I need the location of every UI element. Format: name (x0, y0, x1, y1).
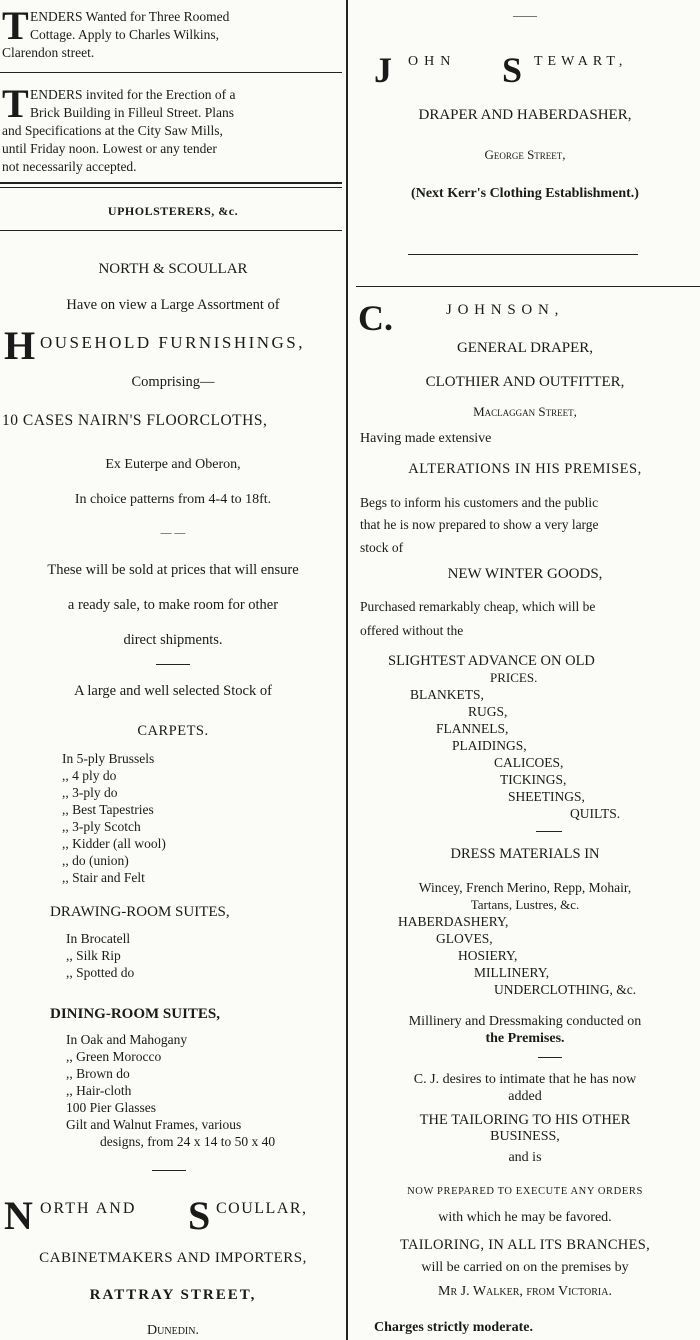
city-line: Dunedin. (147, 1323, 199, 1338)
trade-line: CLOTHIER AND OUTFITTER, (425, 374, 625, 390)
list-item: GLOVES, (436, 931, 493, 946)
ad-text: C. J. desires to intimate that he has now (413, 1072, 637, 1087)
list-item: 100 Pier Glasses (66, 1100, 156, 1115)
list-item: UNDERCLOTHING, &c. (494, 982, 637, 997)
cabinetmakers-line: CABINETMAKERS AND IMPORTERS, (39, 1250, 307, 1266)
ad-text: that he is now prepared to show a very large (360, 517, 599, 532)
ad-text: Having made extensive (360, 431, 492, 446)
slightest-advance: PRICES. (490, 670, 538, 685)
list-item: FLANNELS, (436, 721, 509, 736)
ad-text: and Specifications at the City Saw Mills, (2, 123, 223, 138)
tailoring-line: BUSINESS, (490, 1129, 560, 1144)
footer-firm-part: ORTH AND (40, 1200, 137, 1217)
carpets-heading: CARPETS. (137, 723, 209, 739)
branches-line: TAILORING, IN ALL ITS BRANCHES, (399, 1237, 651, 1253)
ad-text: added (508, 1089, 542, 1104)
footer-firm-part: COULLAR, (216, 1200, 308, 1217)
address-line: Maclaggan Street, (473, 404, 577, 419)
ad-text: invited for the Erection of a (85, 87, 236, 102)
divider (0, 230, 342, 231)
list-item: ,, Hair-cloth (66, 1083, 132, 1098)
ad-text: and is (508, 1150, 542, 1165)
street-line: RATTRAY STREET, (89, 1287, 257, 1303)
short-rule (538, 1057, 562, 1058)
ad-text: direct shipments. (123, 632, 223, 648)
short-rule (536, 831, 562, 832)
ad-text: In choice patterns from 4-4 to 18ft. (74, 492, 272, 507)
list-item: MILLINERY, (474, 965, 550, 980)
ad-text: a ready sale, to make room for other (67, 597, 279, 613)
ad-text: A large and well selected Stock of (74, 683, 272, 699)
list-item: CALICOES, (494, 755, 564, 770)
household-heading: OUSEHOLD FURNISHINGS, (40, 333, 306, 352)
drop-cap: N (4, 1193, 33, 1238)
dining-room-heading: DINING-ROOM SUITES, (50, 1006, 221, 1022)
ad-text: stock of (360, 540, 404, 555)
list-item: BLANKETS, (410, 687, 484, 702)
dress-materials-heading: DRESS MATERIALS IN (450, 846, 600, 862)
drop-cap: S (188, 1193, 211, 1238)
trade-line: DRAPER AND HABERDASHER, (418, 107, 632, 123)
list-item: In 5-ply Brussels (62, 751, 155, 766)
divider (408, 254, 638, 255)
orders-line: NOW PREPARED TO EXECUTE ANY ORDERS (407, 1186, 643, 1197)
slightest-advance: SLIGHTEST ADVANCE ON OLD (388, 653, 595, 669)
ad-text: Ex Euterpe and Oberon, (105, 457, 241, 472)
list-item: ,, Best Tapestries (62, 802, 154, 817)
ad-text: Wincey, French Merino, Repp, Mohair, (418, 880, 632, 895)
ad-text: Tartans, Lustres, &c. (470, 897, 580, 912)
ad-text: Begs to inform his customers and the public (360, 495, 599, 510)
list-item: designs, from 24 x 14 to 50 x 40 (100, 1134, 276, 1149)
list-item: HABERDASHERY, (398, 914, 509, 929)
list-item: ,, Kidder (all wool) (62, 836, 166, 851)
ad-text: offered without the (360, 623, 464, 638)
ad-text: not necessarily accepted. (2, 159, 137, 174)
ad-text: until Friday noon. Lowest or any tender (2, 141, 217, 156)
left-column (0, 0, 346, 1340)
list-item: ,, Green Morocco (66, 1049, 162, 1064)
address-line: George Street, (484, 147, 566, 162)
list-item: In Brocatell (66, 931, 131, 946)
double-rule (0, 182, 342, 188)
drop-cap: T (2, 3, 29, 48)
ad-text: Wanted for Three Roomed (85, 9, 230, 24)
section-heading: UPHOLSTERERS, &c. (107, 204, 239, 218)
list-item: HOSIERY, (458, 948, 518, 963)
list-item: ,, Silk Rip (66, 948, 121, 963)
short-rule (156, 664, 190, 665)
ad-lead: ENDERS (30, 87, 83, 102)
list-item: QUILTS. (570, 806, 621, 821)
drop-cap: C. (358, 298, 393, 338)
name-part: TEWART, (534, 54, 628, 69)
ad-text: Purchased remarkably cheap, which will be (360, 599, 596, 614)
drop-cap: H (4, 323, 36, 368)
firm-name: NORTH & SCOULLAR (98, 261, 248, 277)
list-item: In Oak and Mahogany (66, 1032, 188, 1047)
ad-text: Cottage. Apply to Charles Wilkins, (30, 27, 219, 42)
ad-text: the Premises. (485, 1031, 565, 1046)
name-part: OHN (408, 54, 457, 69)
list-item: ,, do (union) (62, 853, 129, 868)
floorcloths-line: 10 CASES NAIRN'S FLOORCLOTHS, (2, 412, 268, 429)
list-item: Gilt and Walnut Frames, various (66, 1117, 242, 1132)
list-item: ,, 3-ply Scotch (62, 819, 141, 834)
drawing-room-heading: DRAWING-ROOM SUITES, (50, 904, 230, 920)
divider (0, 72, 342, 73)
ad-text: with which he may be favored. (438, 1210, 612, 1225)
drop-cap: J (374, 50, 392, 90)
right-column (350, 0, 700, 1340)
ad-text: Clarendon street. (2, 45, 95, 60)
charges-line: Charges strictly moderate. (374, 1320, 534, 1335)
divider (356, 286, 700, 287)
list-item: PLAIDINGS, (452, 738, 527, 753)
list-item: ,, 4 ply do (62, 768, 117, 783)
ad-text: Brick Building in Filleul Street. Plans (30, 105, 234, 120)
list-item: ,, Brown do (66, 1066, 130, 1081)
dash-separator: — — (160, 527, 186, 539)
ad-text: Have on view a Large Assortment of (66, 297, 280, 313)
list-item: ,, Spotted do (66, 965, 135, 980)
ad-text: will be carried on on the premises by (421, 1260, 629, 1275)
list-item: SHEETINGS, (508, 789, 585, 804)
short-rule (152, 1170, 186, 1171)
tailoring-line: THE TAILORING TO HIS OTHER (419, 1112, 631, 1128)
ad-lead: ENDERS (30, 9, 83, 24)
list-item: RUGS, (468, 704, 508, 719)
list-item: ,, Stair and Felt (62, 870, 145, 885)
drop-cap: S (502, 50, 523, 90)
list-item: ,, 3-ply do (62, 785, 118, 800)
new-winter-goods: NEW WINTER GOODS, (447, 566, 603, 582)
ad-text: Millinery and Dressmaking conducted on (408, 1014, 642, 1029)
column-divider (346, 0, 348, 1340)
drop-cap: T (2, 81, 29, 126)
ad-text: Comprising— (131, 374, 215, 390)
name-part: J O H N S O N , (446, 302, 560, 318)
trade-line: GENERAL DRAPER, (456, 340, 594, 356)
walker-line: Mr J. Walker, from Victoria. (438, 1284, 612, 1299)
list-item: TICKINGS, (500, 772, 567, 787)
address-note: (Next Kerr's Clothing Establishment.) (411, 186, 639, 201)
dash-separator: —— (513, 8, 537, 22)
ad-text: These will be sold at prices that will ensure (47, 562, 299, 578)
alterations-line: ALTERATIONS IN HIS PREMISES, (408, 461, 642, 477)
